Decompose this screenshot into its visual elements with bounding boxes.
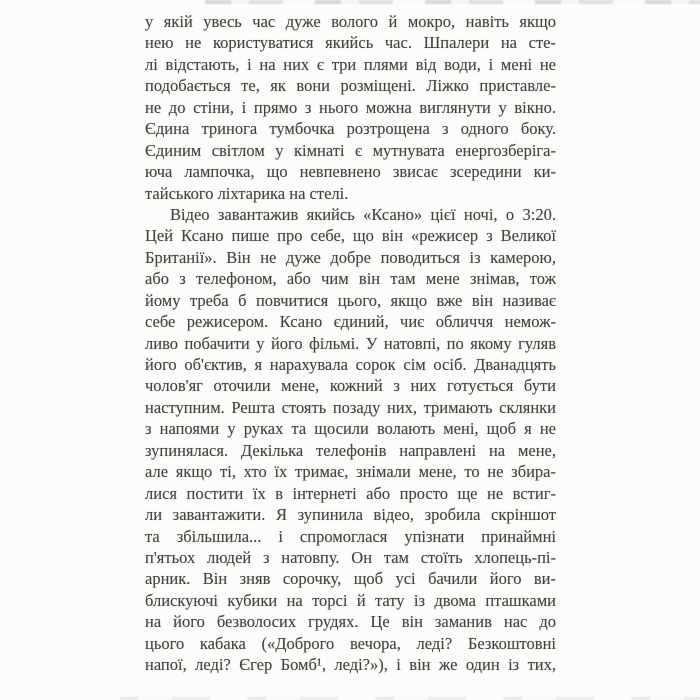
text-line: Єдиним світлом у кімнаті є мутнувата енергозберіга- (145, 140, 556, 160)
text-line: цього кабака («Доброго вечора, леді? Безкоштовні (145, 633, 556, 653)
text-line: блискуючі кубики на торсі й тату із двома пташками (145, 590, 556, 610)
paragraph (145, 11, 556, 204)
text-line: Єдина тринога тумбочка розтрощена з одного боку. (145, 119, 556, 139)
text-line: арник. Він зняв сорочку, щоб усі бачили його ви- (145, 569, 556, 589)
text-line: напої, леді? Єгер Бомб¹, леді?»), і він же один із тих, (145, 655, 556, 675)
scan-artifact-top (205, 0, 700, 4)
text-line: з напоями у руках та щосили волають мені, щоб я не (145, 419, 556, 439)
text-line: та збільшила... і спромоглася упізнати принаймні (145, 526, 556, 546)
page-text-block (145, 11, 556, 676)
text-line: чолов'яг оточили мене, кожний з них готується бути (145, 376, 556, 396)
text-line: лися постити їх в інтернеті або просто ще не встиг- (145, 483, 556, 503)
text-line: себе режисером. Ксано єдиний, чиє обличчя немож- (145, 312, 556, 332)
paragraph (145, 204, 556, 676)
text-line: його об'єктив, я нарахувала сорок сім осіб. Дванадцять (145, 355, 556, 374)
text-line: ливо побачити у його фільмі. У натовпі, по якому гуляв (145, 333, 556, 353)
text-line: п'ятьох людей з натовпу. Он там стоїть хлопець-пі- (145, 547, 556, 567)
text-line: не до стіни, і прямо з нього можна виглянути у вікно. (145, 97, 556, 117)
text-line: юча лампочка, що невпевнено звисає зсередини ки- (145, 162, 556, 182)
text-line: ли завантажити. Я зупинила відео, зробила скріншот (145, 505, 556, 525)
text-line: тайського ліхтарика на стелі. (145, 183, 349, 203)
text-line: нею не користуватися якийсь час. Шпалери на сте- (145, 33, 556, 53)
text-line: Цей Ксано пише про себе, що він «режисер з Великої (145, 226, 556, 246)
text-line: але якщо ті, хто їх тримає, знімали мене, то не збира- (145, 462, 556, 482)
text-line: зупинялася. Декілька телефонів направлені на мене, (145, 440, 556, 460)
text-line: Відео завантажив якийсь «Ксано» цієї ночі, о 3:20. (170, 204, 556, 224)
text-line: або з телефоном, або чим він там мене знімав, тож (145, 269, 556, 289)
text-line: йому треба б повчитися цього, якщо вже він називає (145, 290, 556, 310)
text-line: подобається те, як вони розміщені. Ліжко приставле- (145, 76, 556, 96)
text-line: у якій увесь час дуже волого й мокро, навіть якщо (145, 12, 556, 31)
text-line: лі відстають, і на них є три плями від води, і мені не (145, 54, 556, 74)
text-line: на його безволосих грудях. Це він заманив нас до (145, 612, 556, 632)
text-line: Британії». Він не дуже добре поводиться із камерою, (145, 247, 556, 267)
text-line: наступним. Решта стоять позаду них, тримають склянки (145, 397, 556, 417)
